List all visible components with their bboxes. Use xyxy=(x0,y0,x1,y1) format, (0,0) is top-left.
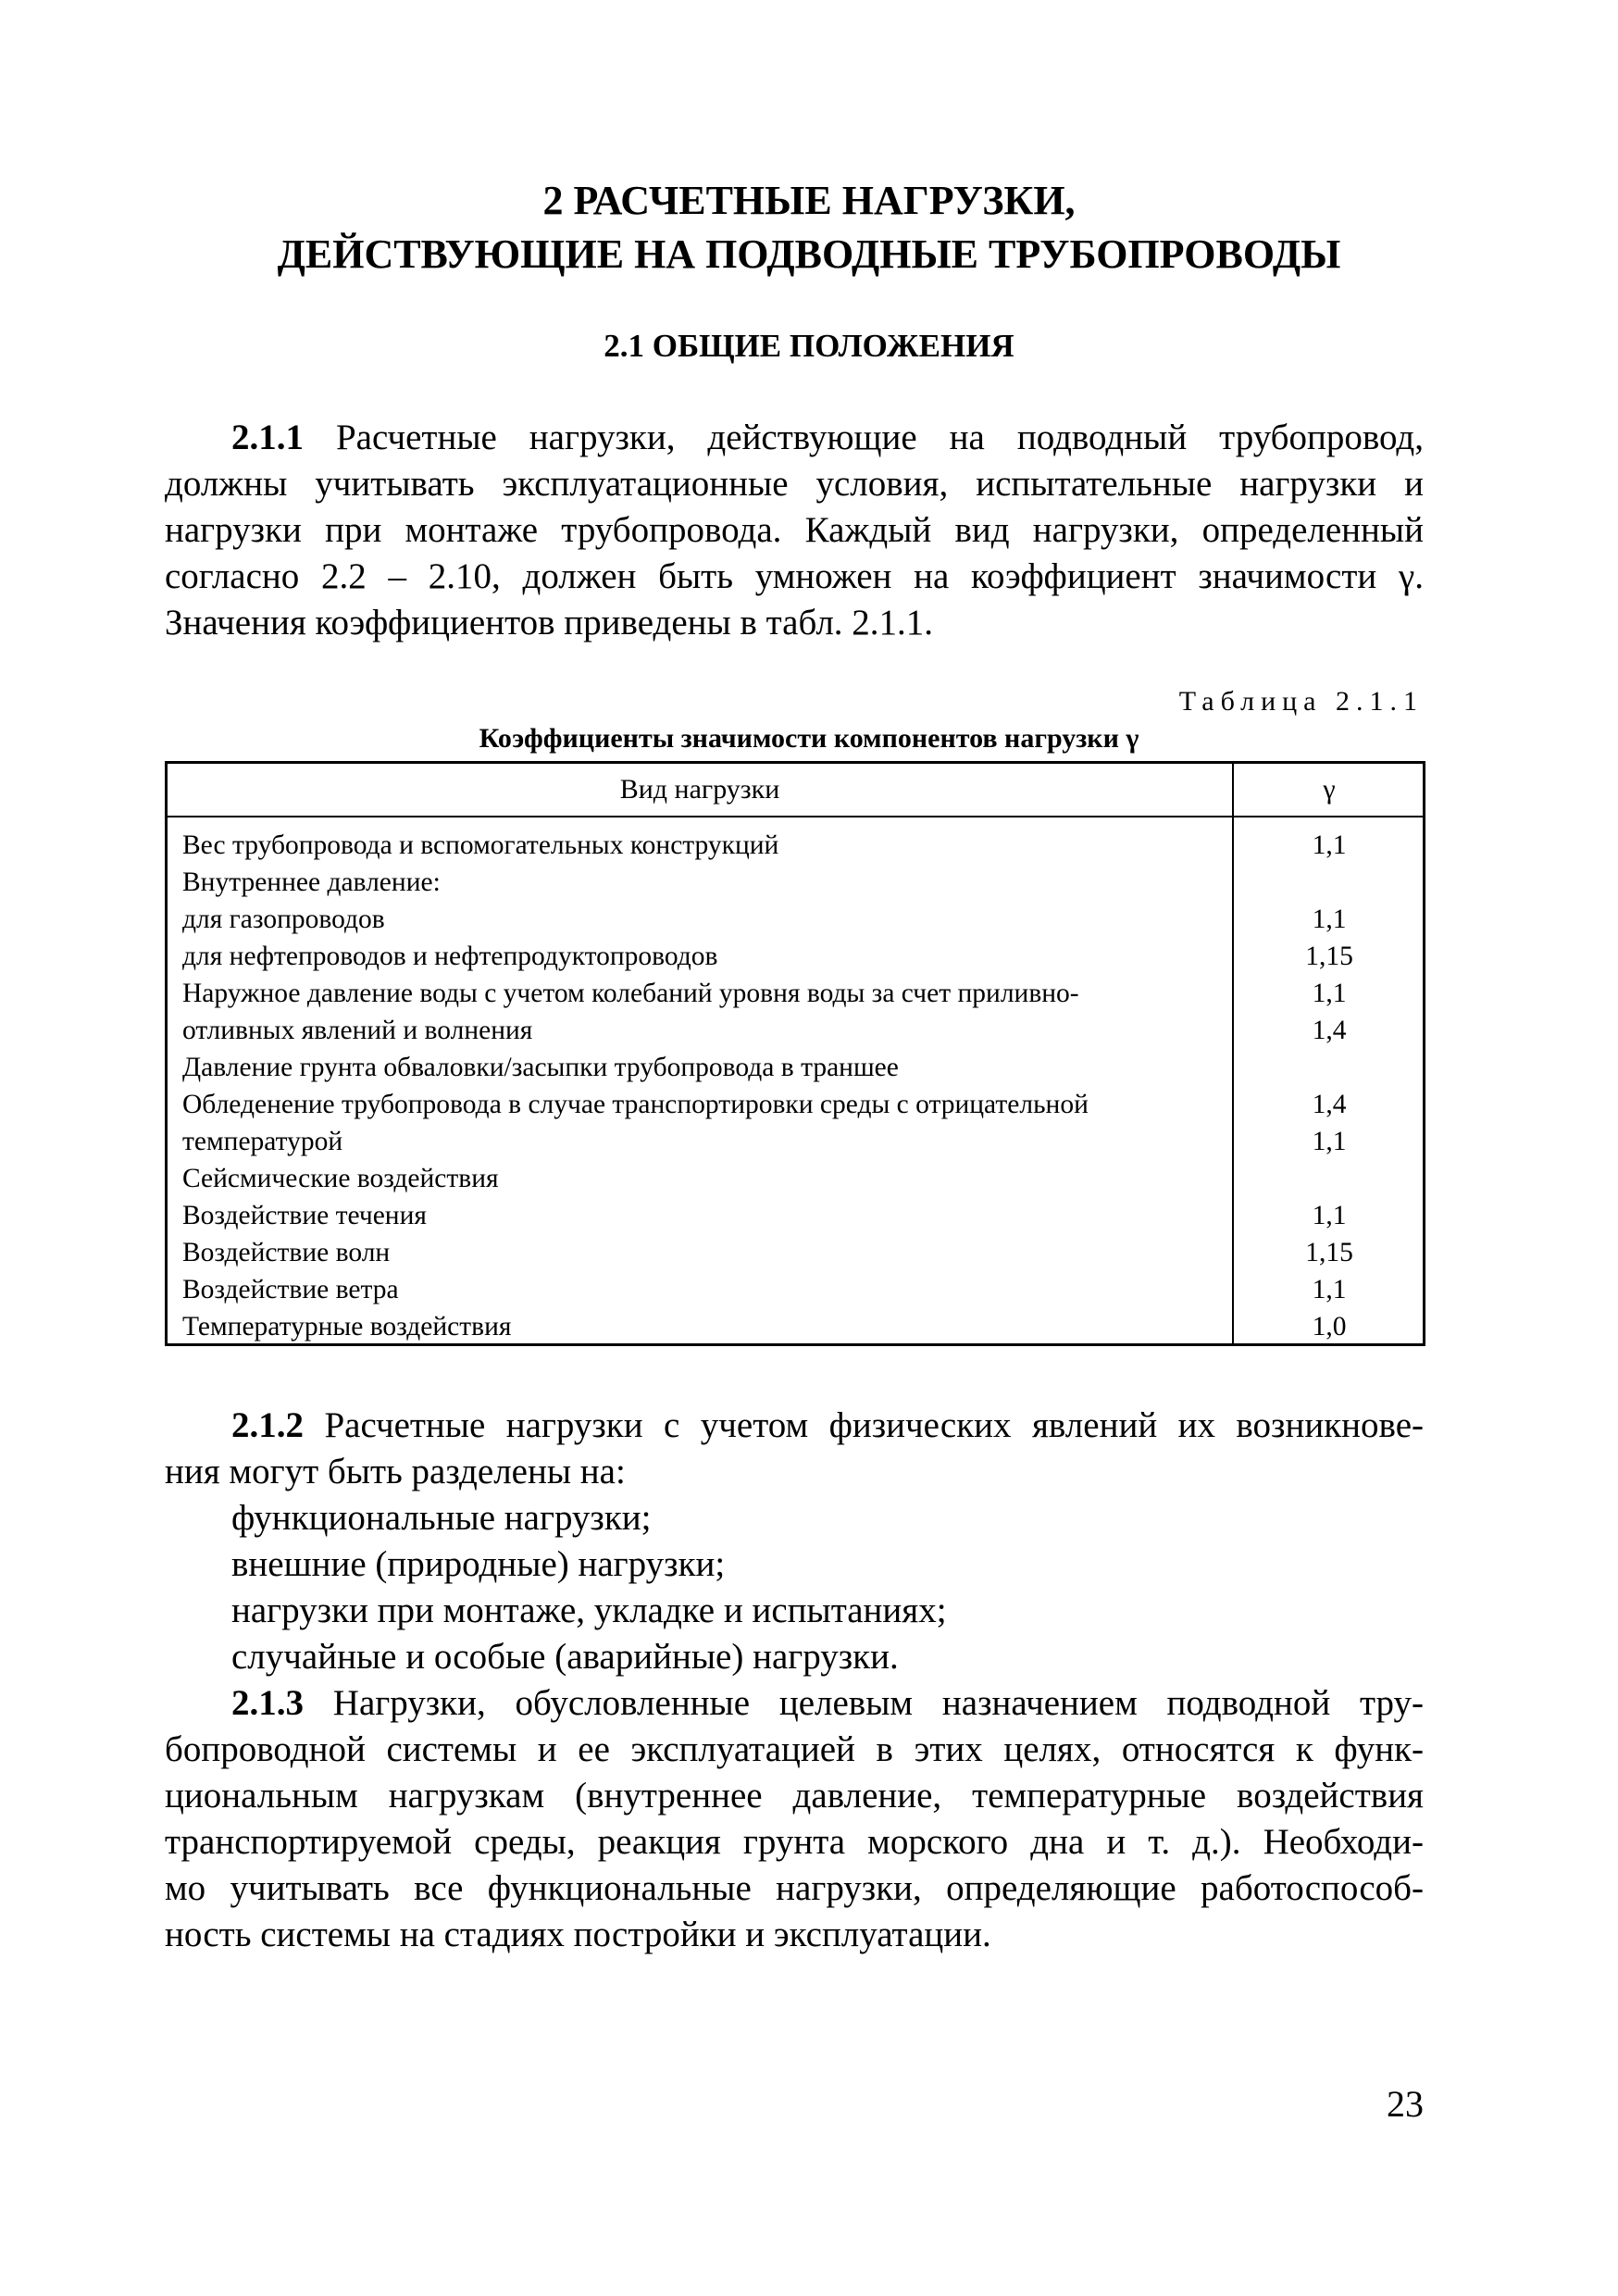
load-kind: для газопроводов xyxy=(182,905,385,934)
paragraph-line: ния могут быть разделены на: xyxy=(165,1452,626,1491)
page-number: 23 xyxy=(1387,2083,1424,2125)
table-header-gamma: γ xyxy=(1323,774,1336,805)
table-row xyxy=(168,1271,1423,1308)
table-row xyxy=(168,975,1423,1012)
paragraph-line: должны учитывать эксплуатационные условия, испытательные нагрузки и xyxy=(165,464,1424,504)
gamma-value: 1,15 xyxy=(1305,1238,1353,1267)
paragraph-line: ность системы на стадиях постройки и эксплуатации. xyxy=(165,1915,991,1954)
load-kind: Воздействие течения xyxy=(182,1201,427,1230)
list-item: нагрузки при монтаже, укладке и испытаниях; xyxy=(231,1591,947,1630)
paragraph-line: циональным нагрузкам (внутреннее давление, температурные воздействия xyxy=(165,1776,1424,1816)
clause-number: 2.1.1 xyxy=(231,418,304,457)
paragraph-line: бопроводной системы и ее эксплуатацией в этих целях, относятся к функ- xyxy=(165,1729,1424,1769)
list-item: случайные и особые (аварийные) нагрузки. xyxy=(231,1637,899,1677)
clause-number: 2.1.2 xyxy=(231,1405,304,1445)
list-item: внешние (природные) нагрузки; xyxy=(231,1544,726,1584)
load-kind: Температурные воздействия xyxy=(182,1312,512,1341)
table-row xyxy=(168,1123,1423,1160)
load-kind: Наружное давление воды с учетом колебаний уровня воды за счет приливно- xyxy=(182,979,1079,1008)
gamma-value: 1,1 xyxy=(1312,1201,1347,1230)
load-kind: Внутреннее давление: xyxy=(182,867,441,897)
table-caption: Таблица 2.1.1 xyxy=(1178,686,1424,717)
load-kind: Давление грунта обваловки/засыпки трубопровода в траншее xyxy=(182,1053,899,1082)
chapter-title-line-2: ДЕЙСТВУЮЩИЕ НА ПОДВОДНЫЕ ТРУБОПРОВОДЫ xyxy=(277,231,1341,277)
paragraph-2-1-3 xyxy=(165,1680,1424,1958)
load-kind: отливных явлений и волнения xyxy=(182,1016,533,1045)
load-kind: Вес трубопровода и вспомогательных конструкций xyxy=(182,830,779,860)
gamma-value: 1,4 xyxy=(1312,1090,1347,1119)
paragraph-line: Значения коэффициентов приведены в табл. 2.1.1. xyxy=(165,603,934,643)
table-row xyxy=(168,1086,1423,1123)
gamma-value: 1,4 xyxy=(1312,1016,1347,1045)
section-title: 2.1 ОБЩИЕ ПОЛОЖЕНИЯ xyxy=(604,328,1014,364)
gamma-value: 1,1 xyxy=(1312,979,1347,1008)
paragraph-line: нагрузки при монтаже трубопровода. Каждый вид нагрузки, определенный xyxy=(165,510,1424,550)
gamma-value: 1,1 xyxy=(1312,1275,1347,1304)
gamma-value: 1,1 xyxy=(1312,830,1347,860)
gamma-value: 1,1 xyxy=(1312,905,1347,934)
table-row xyxy=(168,1012,1423,1049)
table-title: Коэффициенты значимости компонентов нагрузки γ xyxy=(479,723,1139,754)
table-header-kind: Вид нагрузки xyxy=(619,774,780,805)
paragraph-line: 2.1.2 Расчетные нагрузки с учетом физических явлений их возникнове- xyxy=(231,1405,1425,1445)
table-row xyxy=(168,864,1423,901)
paragraph-line: согласно 2.2 – 2.10, должен быть умножен на коэффициент значимости γ. xyxy=(165,556,1424,596)
coefficients-table xyxy=(165,761,1425,1346)
chapter-title-line-1: 2 РАСЧЕТНЫЕ НАГРУЗКИ, xyxy=(542,178,1076,223)
table-body xyxy=(168,827,1423,1345)
paragraph-line: 2.1.1 Расчетные нагрузки, действующие на подводный трубопровод, xyxy=(231,418,1425,457)
load-kind: Сейсмические воздействия xyxy=(182,1164,499,1193)
gamma-value: 1,1 xyxy=(1312,1127,1347,1156)
load-kind: Воздействие волн xyxy=(182,1238,391,1267)
table-row xyxy=(168,827,1423,864)
table-row xyxy=(168,1049,1423,1086)
paragraph-line: мо учитывать все функциональные нагрузки, определяющие работоспособ- xyxy=(165,1868,1424,1908)
table-row xyxy=(168,938,1423,975)
table-row xyxy=(168,1234,1423,1271)
table-row xyxy=(168,1308,1423,1345)
table-row xyxy=(168,1197,1423,1234)
clause-number: 2.1.3 xyxy=(231,1683,304,1723)
load-kind: Обледенение трубопровода в случае транспортировки среды с отрицательной xyxy=(182,1090,1089,1119)
load-kind: Воздействие ветра xyxy=(182,1275,399,1304)
gamma-value: 1,15 xyxy=(1305,942,1353,971)
load-kind: для нефтепроводов и нефтепродуктопроводов xyxy=(182,942,718,971)
load-kind: температурой xyxy=(182,1127,343,1156)
table-header-divider xyxy=(168,816,1423,817)
paragraph-line: 2.1.3 Нагрузки, обусловленные целевым назначением подводной тру- xyxy=(231,1683,1425,1723)
table-row xyxy=(168,901,1423,938)
gamma-value: 1,0 xyxy=(1312,1312,1347,1341)
table-row xyxy=(168,1160,1423,1197)
list-item: функциональные нагрузки; xyxy=(231,1498,652,1538)
paragraph-line: транспортируемой среды, реакция грунта морского дна и т. д.). Необходи- xyxy=(165,1822,1424,1862)
paragraph-2-1-2 xyxy=(165,1403,1424,1680)
paragraph-2-1-1 xyxy=(165,415,1424,646)
